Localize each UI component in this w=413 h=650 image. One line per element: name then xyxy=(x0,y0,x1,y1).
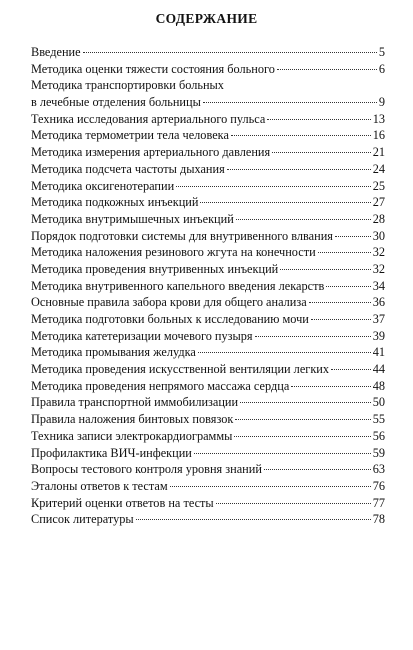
toc-entry-title: Техника записи электрокардиограммы xyxy=(31,428,233,443)
toc-entry-page: 39 xyxy=(372,328,385,343)
toc-entry-title: Методика оценки тяжести состояния больного xyxy=(31,61,275,76)
toc-entry-title: Методика внутривенного капельного введения лекарств xyxy=(31,278,325,293)
toc-entry xyxy=(31,394,385,411)
toc-entry xyxy=(31,161,385,178)
toc-entry xyxy=(31,194,385,211)
page-title: СОДЕРЖАНИЕ xyxy=(155,11,258,26)
toc-entry-page: 9 xyxy=(378,95,385,110)
toc-entry-title: Основные правила забора крови для общего анализа xyxy=(31,295,307,310)
toc-entry xyxy=(31,144,385,161)
toc-entry xyxy=(31,461,385,478)
toc-entry-page: 32 xyxy=(372,261,385,276)
toc-entry-page: 50 xyxy=(372,395,385,410)
toc-entry-title: Методика катетеризации мочевого пузыря xyxy=(31,328,253,343)
toc-entry-page: 56 xyxy=(372,428,385,443)
toc-entry-title: Методика измерения артериального давления xyxy=(31,145,271,160)
dot-leader xyxy=(227,169,371,170)
toc-entry xyxy=(31,361,385,378)
toc-entry xyxy=(31,378,385,395)
toc-entry-page: 37 xyxy=(372,312,385,326)
toc-entry-title: Методика оксигенотерапии xyxy=(31,178,175,193)
toc-entry xyxy=(31,261,385,278)
toc-entry-title: Методика проведения внутривенных инъекций xyxy=(31,261,279,276)
toc-entry-page: 32 xyxy=(372,245,385,260)
toc-entry-title: Порядок подготовки системы для внутривенного влвания xyxy=(31,228,333,243)
toc-entry-page: 34 xyxy=(372,278,385,293)
dot-leader xyxy=(335,236,371,237)
toc-entry xyxy=(31,478,385,495)
toc-entry xyxy=(31,428,385,445)
toc-entry-page: 76 xyxy=(372,478,385,493)
toc-entry-title: Методика транспортировки больных xyxy=(31,78,224,93)
dot-leader xyxy=(194,453,371,454)
dot-leader xyxy=(277,69,377,70)
toc-entry-title: Методика наложения резинового жгута на конечности xyxy=(31,245,316,260)
toc-entry xyxy=(31,511,385,528)
toc-entry xyxy=(31,77,385,110)
toc-entry-title: Профилактика ВИЧ-инфекции xyxy=(31,445,192,460)
toc-entry-page: 16 xyxy=(372,128,385,143)
toc-entry xyxy=(31,311,385,328)
toc-entry-page: 77 xyxy=(372,495,385,510)
toc-entry-page: 78 xyxy=(372,512,385,527)
toc-entry-page: 41 xyxy=(372,345,385,360)
toc-entry xyxy=(31,411,385,428)
toc-entry-page: 27 xyxy=(372,195,385,210)
dot-leader xyxy=(264,469,371,470)
toc-entry-page: 55 xyxy=(372,412,385,427)
toc-entry-page: 30 xyxy=(372,228,385,243)
dot-leader xyxy=(234,436,370,437)
toc-entry-title: Эталоны ответов к тестам xyxy=(31,478,168,493)
toc-entry xyxy=(31,328,385,345)
dot-leader xyxy=(170,486,371,487)
dot-leader xyxy=(267,119,370,120)
toc-entry-title: Методика подготовки больных к исследованию мочи xyxy=(31,312,309,326)
toc-entry xyxy=(31,61,385,78)
toc-entry-title: Методика внутримышечных инъекций xyxy=(31,211,234,226)
toc-entry-title: Правила наложения бинтовых повязок xyxy=(31,412,234,427)
toc-entry-title: Критерий оценки ответов на тесты xyxy=(31,495,214,510)
dot-leader xyxy=(236,219,371,220)
toc-entry-title-continued: в лечебные отделения больницы xyxy=(31,95,201,110)
dot-leader xyxy=(176,186,371,187)
toc-entry xyxy=(31,111,385,128)
toc-entry-page: 36 xyxy=(372,295,385,310)
dot-leader xyxy=(136,519,371,520)
dot-leader xyxy=(280,269,370,270)
toc-entry-title: Вопросы тестового контроля уровня знаний xyxy=(31,462,262,477)
toc-entry-page: 6 xyxy=(378,61,385,76)
toc-entry-title: Техника исследования артериального пульса xyxy=(31,111,266,126)
toc-entry-title: Введение xyxy=(31,45,81,59)
dot-leader xyxy=(240,402,371,403)
toc-entry xyxy=(31,178,385,195)
toc-entry-page: 44 xyxy=(372,362,385,377)
toc-entry-page: 5 xyxy=(378,45,385,59)
dot-leader xyxy=(255,336,371,337)
dot-leader xyxy=(272,152,371,153)
toc-entry-title: Методика проведения искусственной вентиляции легких xyxy=(31,362,330,377)
dot-leader xyxy=(331,369,371,370)
dot-leader xyxy=(216,503,371,504)
toc-entry-page: 48 xyxy=(372,378,385,393)
toc-entry xyxy=(31,344,385,361)
toc-entry xyxy=(31,294,385,311)
toc-entry xyxy=(31,495,385,512)
dot-leader xyxy=(83,52,377,53)
toc-entry-page: 21 xyxy=(372,145,385,160)
dot-leader xyxy=(291,386,370,387)
dot-leader xyxy=(309,302,371,303)
toc-entry xyxy=(31,211,385,228)
toc-entry-title: Методика промывания желудка xyxy=(31,345,196,360)
toc-entry-title: Методика подсчета частоты дыхания xyxy=(31,161,225,176)
toc-entry-page: 13 xyxy=(372,111,385,126)
toc-entry xyxy=(31,228,385,245)
dot-leader xyxy=(326,286,370,287)
dot-leader xyxy=(231,135,371,136)
toc-entry-page: 63 xyxy=(372,462,385,477)
toc-entry xyxy=(31,445,385,462)
dot-leader xyxy=(203,102,377,103)
toc-entry-page: 28 xyxy=(372,211,385,226)
toc-entry-title: Правила транспортной иммобилизации xyxy=(31,395,239,410)
table-of-contents xyxy=(31,44,385,528)
toc-entry-page: 25 xyxy=(372,178,385,193)
dot-leader xyxy=(311,319,371,320)
toc-entry xyxy=(31,127,385,144)
toc-entry-title: Методика подкожных инъекций xyxy=(31,195,199,210)
toc-entry xyxy=(31,278,385,295)
dot-leader xyxy=(235,419,370,420)
dot-leader xyxy=(318,252,371,253)
toc-entry-title: Список литературы xyxy=(31,512,134,527)
dot-leader xyxy=(198,352,371,353)
toc-entry-title: Методика термометрии тела человека xyxy=(31,128,229,143)
dot-leader xyxy=(200,202,370,203)
toc-entry xyxy=(31,44,385,61)
toc-entry-page: 59 xyxy=(372,445,385,460)
toc-entry-title: Методика проведения непрямого массажа сердца xyxy=(31,378,290,393)
toc-entry-page: 24 xyxy=(372,161,385,176)
toc-entry xyxy=(31,244,385,261)
